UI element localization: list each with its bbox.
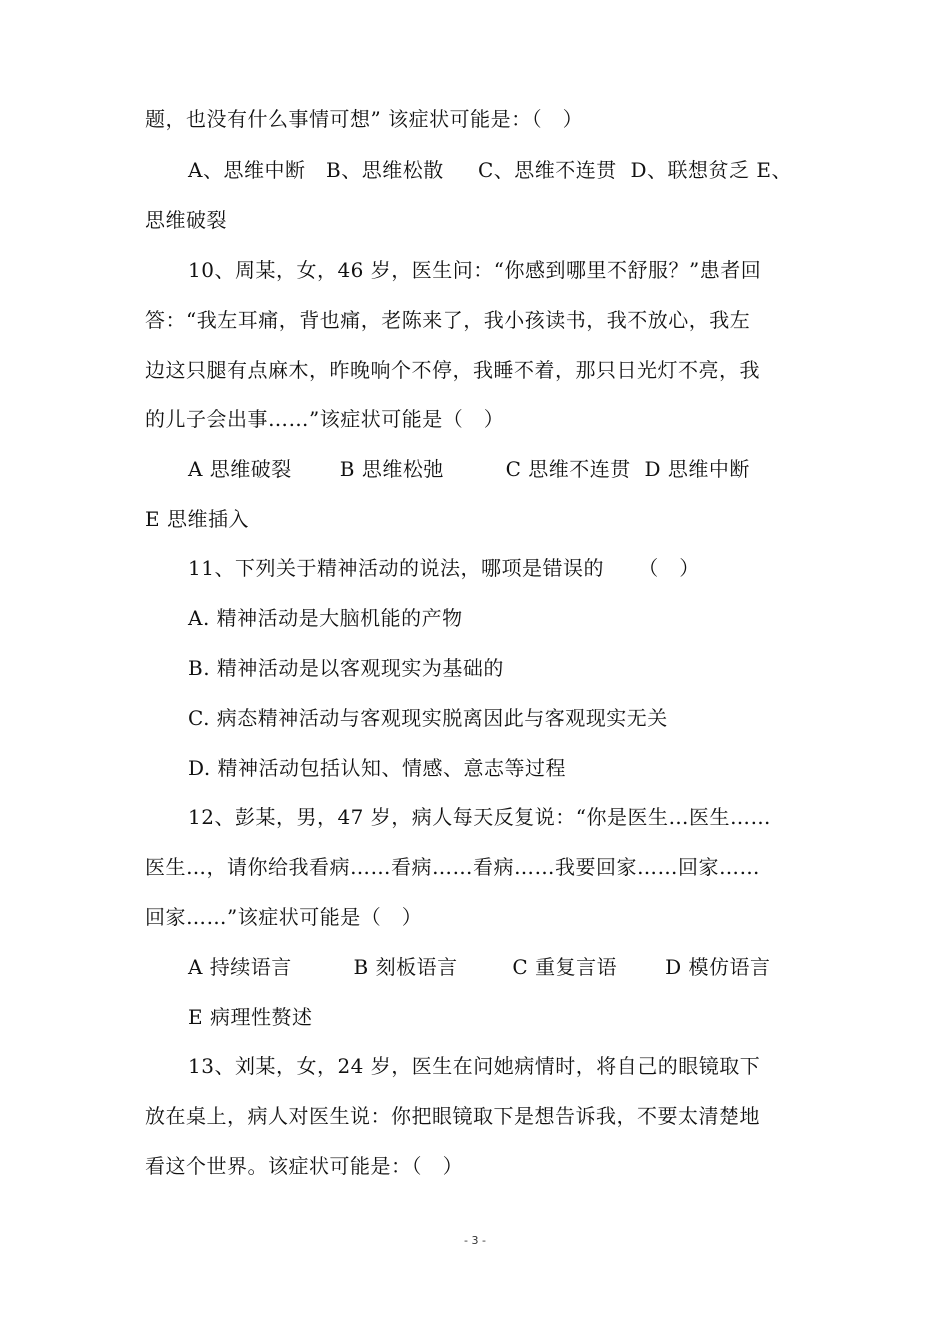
q13-stem-line-2: 放在桌上，病人对医生说：你把眼镜取下是想告诉我，不要太清楚地: [145, 1104, 760, 1128]
q11-option-c: C. 病态精神活动与客观现实脱离因此与客观现实无关: [188, 706, 668, 730]
q11-option-d: D. 精神活动包括认知、情感、意志等过程: [188, 756, 567, 780]
q12-stem-line-3: 回家……”该症状可能是（ ）: [145, 905, 423, 929]
page-number: - 3 -: [464, 1234, 486, 1247]
q10-options-line-2: E 思维插入: [145, 507, 249, 531]
q10-stem-line-4: 的儿子会出事……”该症状可能是（ ）: [145, 407, 505, 431]
q13-stem-line-1: 13、刘某，女，24 岁，医生在问她病情时，将自己的眼镜取下: [188, 1054, 761, 1078]
q13-stem-line-3: 看这个世界。该症状可能是：（ ）: [145, 1154, 464, 1178]
q12-stem-line-1: 12、彭某，男，47 岁，病人每天反复说：“你是医生…医生……: [188, 805, 771, 829]
q12-stem-line-2: 医生…，请你给我看病……看病……看病……我要回家……回家……: [145, 855, 760, 879]
q9-options-line-1: A、思维中断 B、思维松散 C、思维不连贯 D、联想贫乏 E、: [188, 158, 793, 182]
q11-option-a: A. 精神活动是大脑机能的产物: [188, 606, 463, 630]
q10-options-line-1: A 思维破裂 B 思维松弛 C 思维不连贯 D 思维中断: [188, 457, 750, 481]
q10-stem-line-3: 边这只腿有点麻木，昨晚响个不停，我睡不着，那只日光灯不亮，我: [145, 358, 760, 382]
q9-options-line-2: 思维破裂: [145, 208, 227, 232]
q12-options-line-1: A 持续语言 B 刻板语言 C 重复言语 D 模仿语言: [188, 955, 771, 979]
q12-options-line-2: E 病理性赘述: [188, 1005, 313, 1029]
q10-stem-line-2: 答：“我左耳痛，背也痛，老陈来了，我小孩读书，我不放心，我左: [145, 308, 751, 332]
q9-stem-tail: 题，也没有什么事情可想” 该症状可能是：（ ）: [145, 107, 584, 131]
q11-option-b: B. 精神活动是以客观现实为基础的: [188, 656, 504, 680]
q10-stem-line-1: 10、周某，女，46 岁，医生问：“你感到哪里不舒服？”患者回: [188, 258, 762, 282]
q11-stem: 11、下列关于精神活动的说法，哪项是错误的 （ ）: [188, 556, 700, 580]
